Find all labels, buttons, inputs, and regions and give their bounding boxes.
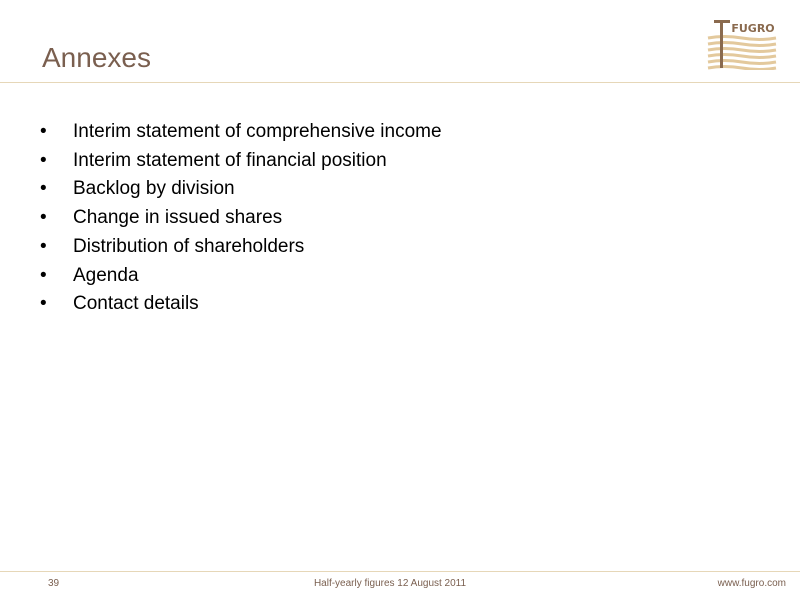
list-item: • Distribution of shareholders [40, 233, 442, 262]
bullet-icon: • [40, 178, 47, 200]
logo-drill [720, 20, 723, 68]
fugro-logo [706, 16, 778, 70]
list-item: • Contact details [40, 290, 442, 319]
footer-url-link[interactable]: www.fugro.com [717, 578, 786, 589]
page-number: 39 [48, 578, 60, 589]
logo-text: FUGRO [731, 22, 775, 35]
logo-stripes [708, 37, 776, 70]
bullet-icon: • [40, 293, 47, 315]
bullet-icon: • [40, 149, 47, 171]
bullet-icon: • [40, 235, 47, 257]
list-item: • Interim statement of financial position [40, 147, 442, 176]
bullet-icon: • [40, 207, 47, 229]
list-item: • Change in issued shares [40, 204, 442, 233]
bullet-icon: • [40, 121, 47, 142]
bullet-icon: • [40, 264, 47, 286]
slide-title: Annexes [42, 42, 151, 73]
annex-list [40, 118, 442, 319]
footer-caption: Half-yearly figures 12 August 2011 [313, 578, 467, 589]
list-item: • Backlog by division [40, 175, 442, 204]
footer-divider [0, 571, 800, 572]
title-divider [0, 82, 800, 83]
list-item: • Interim statement of comprehensive income [40, 118, 442, 147]
list-item: • Agenda [40, 262, 442, 291]
